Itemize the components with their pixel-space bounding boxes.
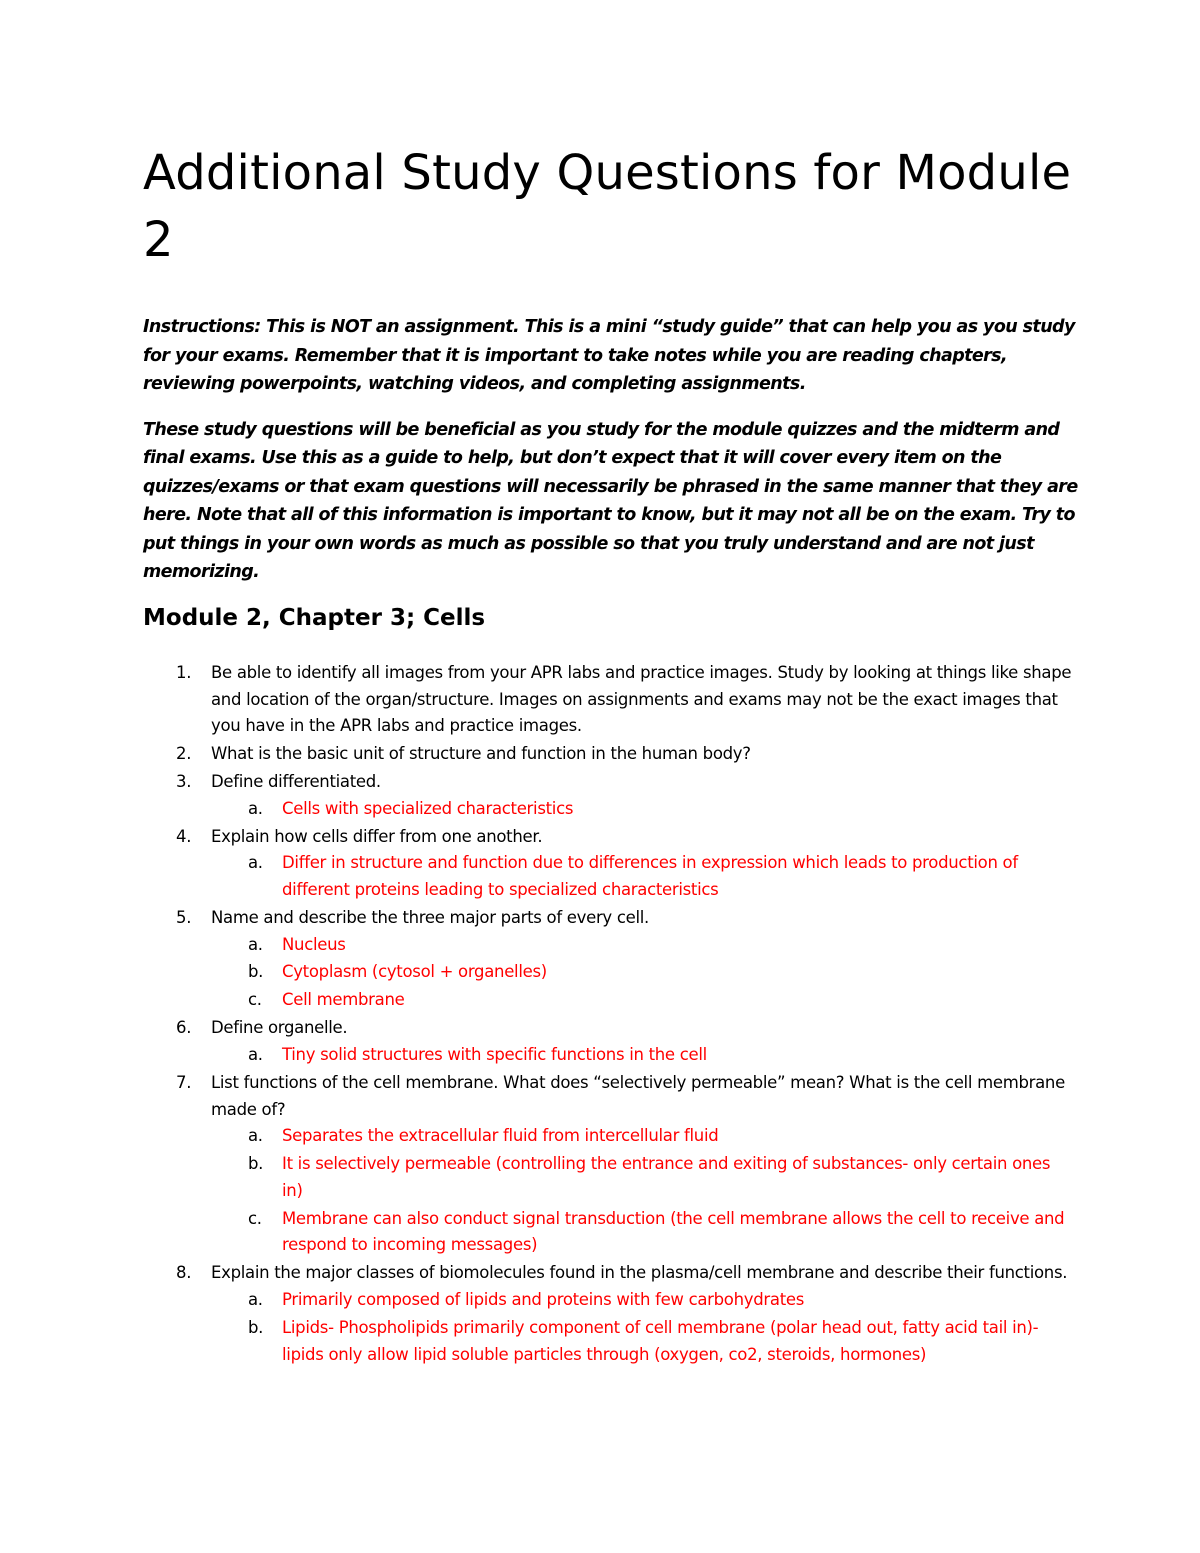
- answer-text: Separates the extracellular fluid from intercellular fluid: [282, 1126, 719, 1146]
- question-item: [143, 1260, 1073, 1368]
- question-item: [143, 660, 1073, 740]
- answer-item: [211, 959, 1073, 986]
- question-text: Define differentiated.: [211, 772, 381, 792]
- answer-text: Cells with specialized characteristics: [282, 798, 574, 818]
- answer-text: Primarily composed of lipids and proteins with few carbohydrates: [282, 1289, 805, 1309]
- answer-letter: a.: [248, 853, 263, 873]
- question-text: Explain how cells differ from one another.: [211, 826, 543, 846]
- question-item: [143, 1070, 1073, 1259]
- answer-letter: c.: [248, 1208, 262, 1228]
- answer-item: [211, 1042, 1073, 1069]
- answer-item: [211, 1287, 1073, 1314]
- question-text: Define organelle.: [211, 1018, 348, 1038]
- instructions-paragraph: Instructions: This is NOT an assignment. This is a mini “study guide” that can help you as you study for your exams. Remember that it is important to take notes while you are reading chapters, reviewing powerpoints, watching videos, and completing assignments.: [143, 317, 1075, 394]
- question-number: 4.: [176, 826, 192, 846]
- answer-list: [211, 1287, 1073, 1368]
- answer-letter: a.: [248, 934, 263, 954]
- question-text: What is the basic unit of structure and function in the human body?: [211, 744, 751, 764]
- answer-item: [211, 932, 1073, 959]
- question-item: [143, 905, 1073, 1014]
- question-text: Name and describe the three major parts of every cell.: [211, 907, 649, 927]
- question-number: 6.: [176, 1018, 192, 1038]
- question-item: [143, 741, 1073, 768]
- answer-letter: a.: [248, 1289, 263, 1309]
- answer-item: [211, 796, 1073, 823]
- answer-letter: a.: [248, 798, 263, 818]
- answer-list: [211, 1042, 1073, 1069]
- answer-item: [211, 987, 1073, 1014]
- answer-text: Cytoplasm (cytosol + organelles): [282, 962, 547, 982]
- answer-text: Lipids- Phospholipids primarily component of cell membrane (polar head out, fatty acid tail in)- lipids only allow lipid soluble particles through (oxygen, co2, steroids, hormones): [282, 1317, 1039, 1364]
- answer-list: [211, 796, 1073, 823]
- answer-list: [211, 850, 1073, 903]
- answer-text: Tiny solid structures with specific functions in the cell: [282, 1045, 707, 1065]
- instructions-paragraph: These study questions will be beneficial as you study for the module quizzes and the midterm and final exams. Use this as a guide to help, but don’t expect that it will cover every item on the quizzes/exams or that exam questions will necessarily be phrased in the same manner that they are here. Note that all of this information is important to know, but it may not all be on the exam. Try to put things in your own words as much as possible so that you truly understand and are not just memorizing.: [143, 419, 1078, 582]
- question-item: [143, 824, 1073, 904]
- question-item: [143, 1015, 1073, 1068]
- question-number: 1.: [176, 663, 192, 682]
- answer-text: Cell membrane: [282, 990, 405, 1010]
- answer-list: [211, 932, 1073, 1015]
- answer-item: [211, 1206, 1073, 1259]
- answer-letter: b.: [248, 962, 264, 982]
- answer-letter: c.: [248, 990, 262, 1010]
- question-text: List functions of the cell membrane. What does “selectively permeable” mean? What is the cell membrane made of?: [211, 1073, 1065, 1119]
- section-heading: Module 2, Chapter 3; Cells: [143, 605, 486, 631]
- document-title: Additional Study Questions for Module 2: [143, 145, 1072, 268]
- answer-text: Nucleus: [282, 934, 346, 954]
- answer-text: Differ in structure and function due to differences in expression which leads to production of different proteins leading to specialized characteristics: [282, 853, 1018, 899]
- answer-letter: b.: [248, 1317, 264, 1337]
- question-number: 5.: [176, 907, 192, 927]
- answer-item: [211, 1151, 1073, 1204]
- answer-item: [211, 850, 1073, 903]
- answer-text: It is selectively permeable (controlling the entrance and exiting of substances- only certain ones in): [282, 1154, 1051, 1200]
- question-item: [143, 769, 1073, 822]
- answer-letter: a.: [248, 1045, 263, 1065]
- answer-item: [211, 1123, 1073, 1150]
- question-number: 7.: [176, 1073, 192, 1093]
- question-number: 8.: [176, 1263, 192, 1283]
- answer-text: Membrane can also conduct signal transduction (the cell membrane allows the cell to receive and respond to incoming messages): [282, 1208, 1065, 1255]
- instructions-block: [143, 313, 1078, 604]
- question-number: 2.: [176, 744, 192, 764]
- answer-letter: a.: [248, 1126, 263, 1146]
- question-list: [143, 660, 1073, 1370]
- question-text: Be able to identify all images from your APR labs and practice images. Study by looking at things like shape and location of the organ/structure. Images on assignments and exams may not be the exact images that you have in the APR labs and practice images.: [211, 663, 1072, 736]
- question-number: 3.: [176, 772, 192, 792]
- answer-letter: b.: [248, 1154, 264, 1174]
- answer-item: [211, 1315, 1073, 1368]
- question-text: Explain the major classes of biomolecules found in the plasma/cell membrane and describe their functions.: [211, 1263, 1068, 1283]
- answer-list: [211, 1123, 1073, 1259]
